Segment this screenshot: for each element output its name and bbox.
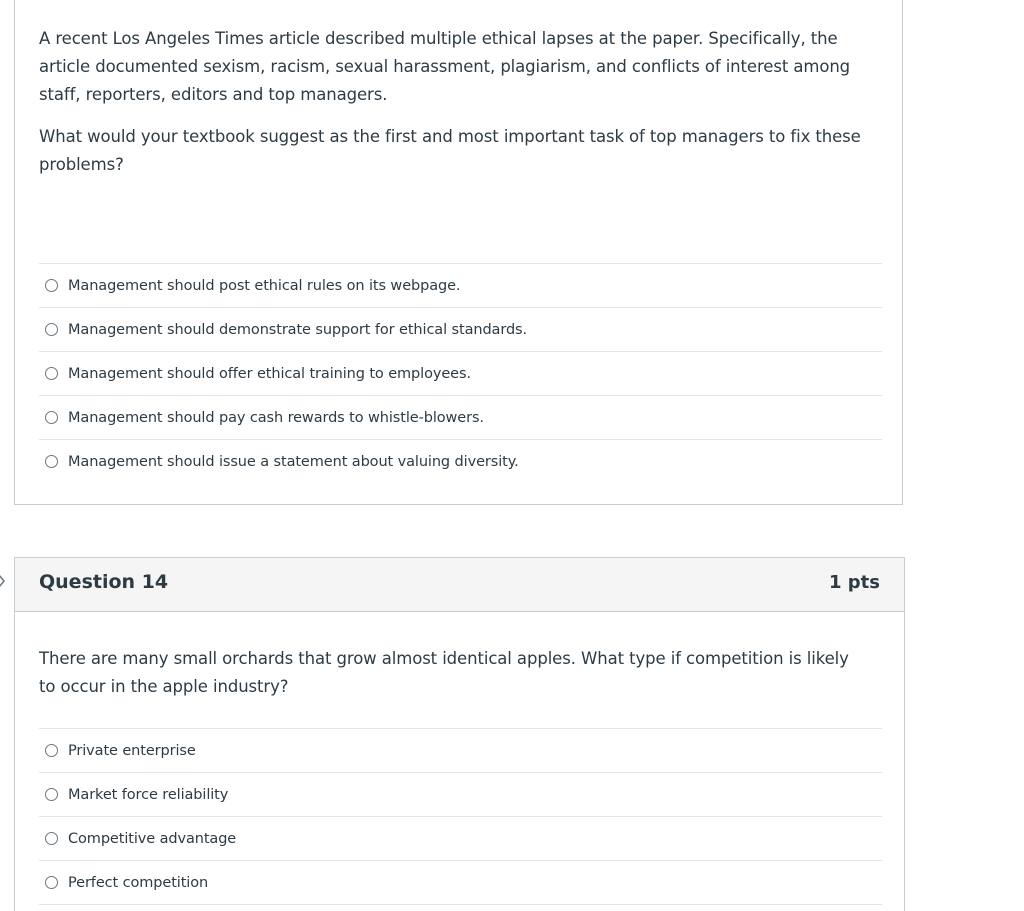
answer-label: Management should issue a statement about valuing diversity. <box>68 453 519 470</box>
radio-button[interactable] <box>45 411 58 424</box>
question-14-paragraph: There are many small orchards that grow almost identical apples. What type if competition is likely to occur in the apple industry? <box>39 649 849 696</box>
answer-label: Management should demonstrate support for ethical standards. <box>68 321 528 338</box>
question-14-answers <box>39 728 882 905</box>
answer-option[interactable] <box>39 773 882 817</box>
answer-label: Management should offer ethical training to employees. <box>68 365 471 382</box>
answer-option[interactable] <box>39 729 882 773</box>
chevron-right-icon <box>0 574 6 588</box>
radio-button[interactable] <box>45 367 58 380</box>
question-header <box>15 558 904 612</box>
answer-label: Perfect competition <box>68 874 209 891</box>
radio-button[interactable] <box>45 455 58 468</box>
answer-label: Management should pay cash rewards to whistle-blowers. <box>68 409 484 426</box>
answer-option[interactable] <box>39 396 882 440</box>
answer-label: Market force reliability <box>68 786 229 803</box>
radio-button[interactable] <box>45 788 58 801</box>
answer-option[interactable] <box>39 440 882 483</box>
answer-label: Management should post ethical rules on its webpage. <box>68 277 461 294</box>
answer-option[interactable] <box>39 352 882 396</box>
question-13-paragraph-1: A recent Los Angeles Times article described multiple ethical lapses at the paper. Specifically, the article documented sexism, racism, sexual harassment, plagiarism, and conflicts of interest among staff, reporters, editors and top managers. <box>39 29 851 104</box>
question-13-text <box>39 25 869 179</box>
answer-option[interactable] <box>39 308 882 352</box>
radio-button[interactable] <box>45 323 58 336</box>
radio-button[interactable] <box>45 876 58 889</box>
answer-option[interactable] <box>39 264 882 308</box>
question-14-text <box>39 645 869 701</box>
question-14-card <box>14 557 905 911</box>
answer-label: Private enterprise <box>68 742 196 759</box>
question-title: Question 14 <box>39 571 169 593</box>
radio-button[interactable] <box>45 744 58 757</box>
answer-option[interactable] <box>39 861 882 905</box>
question-13-card <box>14 0 903 505</box>
question-13-paragraph-2: What would your textbook suggest as the first and most important task of top managers to fix these problems? <box>39 127 861 174</box>
radio-button[interactable] <box>45 832 58 845</box>
answer-label: Competitive advantage <box>68 830 237 847</box>
radio-button[interactable] <box>45 279 58 292</box>
question-points: 1 pts <box>829 572 880 593</box>
question-13-answers <box>39 263 882 483</box>
answer-option[interactable] <box>39 817 882 861</box>
